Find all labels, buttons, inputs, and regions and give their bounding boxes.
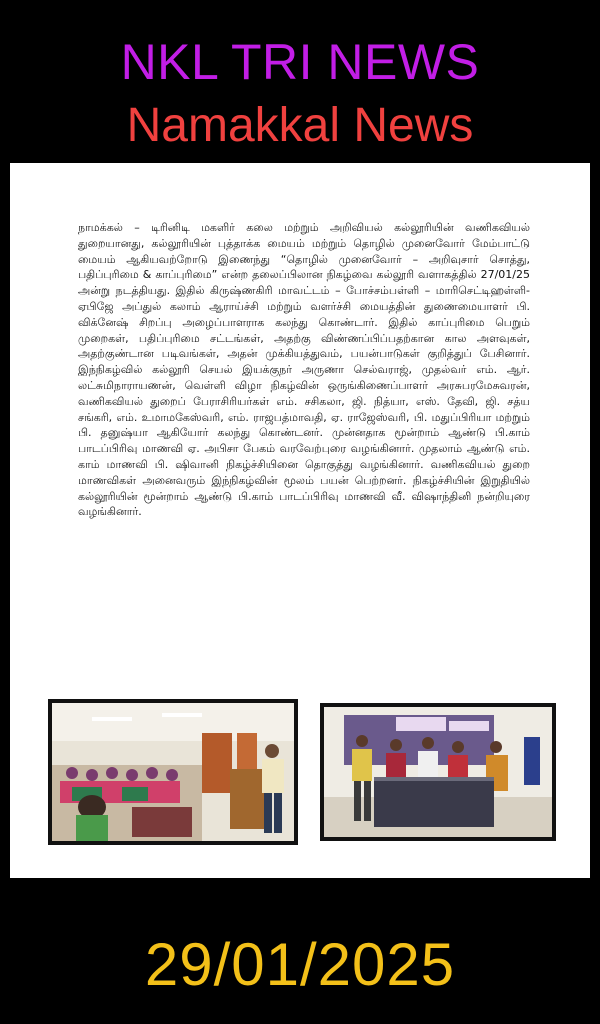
publish-date: 29/01/2025 — [144, 931, 456, 998]
event-photo-audience — [48, 699, 298, 845]
stage-image — [324, 707, 552, 837]
header-banner — [0, 0, 600, 163]
channel-title: NKL TRI NEWS — [120, 34, 480, 90]
event-photo-stage — [320, 703, 556, 841]
news-clipping — [10, 163, 590, 878]
auditorium-image — [52, 703, 294, 841]
article-body: நாமக்கல் – டிரினிடி மகளிர் கலை மற்றும் அறிவியல் கல்லூரியின் வணிகவியல் துறையானது, கல்லூரியின் புத்தாக்க மையம் மற்றும் தொழில் முனைவோர் மேம்பாட்டு மையம் ஆகியவற்றோடு இணைந்து “தொழில் முனைவோர் – அறிவுசார் சொத்து, பதிப்புரிமை & காப்புரிமை” என்ற தலைப்பிலான நிகழ்வை கல்லூரி வளாகத்தில் 27/01/25 அன்று நடத்தியது. இதில் கிருஷ்ணகிரி மாவட்டம் – போச்சம்பள்ளி – மாரிசெட்டிஹள்ளி- ஏபிஜே அப்துல் கலாம் ஆராய்ச்சி மற்றும் வளர்ச்சி மையத்தின் துணைமையாளர் பி. விக்னேஷ் சிறப்பு அழைப்பாளராக கலந்து கொண்டார். இதில் காப்புரிமை பெறும் முறைகள், பதிப்புரிமை சட்டங்கள், அதற்கு விண்ணப்பிப்பதற்கான கால அளவுகள், அதற்குண்டான படிவங்கள், அதன் முக்கியத்துவம், பயன்பாடுகள் குறித்துப் பேசினார். இந்நிகழ்வில் கல்லூரி செயல் இயக்குநர் அருணா செல்வராஜ், முதல்வர் எம். ஆர். லட்சுமிநாராயணன், வெள்ளி விழா நிகழ்வின் ஒருங்கிணைப்பாளர் அரசுபரமேசுவரன், வணிகவியல் துறைப் பேராசிரியர்கள் எம். சசிகலா, ஜி. நித்யா, எஸ். தேவி, ஜி. சத்ய சங்கரி, எம். உமாமகேஸ்வரி, எம். ராஜபத்மாவதி, ஏ. ராஜேஸ்வரி, பி. மதுப்பிரியா மற்றும் பி. தனுஷ்யா ஆகியோர் கலந்து கொண்டனர். முன்னதாக மூன்றாம் ஆண்டு பி.காம் பாடப்பிரிவு மாணவி ஏ. அபிசா பேகம் வரவேற்புரை வழங்கினார். முதலாம் ஆண்டு எம். காம் மாணவி பி. ஷிவானி நிகழ்ச்சியினை தொகுத்து வழங்கினார். வணிகவியல் துறை மாணவிகள் அனைவரும் இந்நிகழ்வின் மூலம் பயன் பெற்றனர். நிகழ்ச்சியின் இறுதியில் கல்லூரியின் மூன்றாம் ஆண்டு பி.காம் பாடப்பிரிவு மாணவி வீ. விஷாந்தினி நன்றியுரை வழங்கினார். — [78, 221, 530, 519]
channel-subtitle: Namakkal News — [126, 99, 474, 152]
